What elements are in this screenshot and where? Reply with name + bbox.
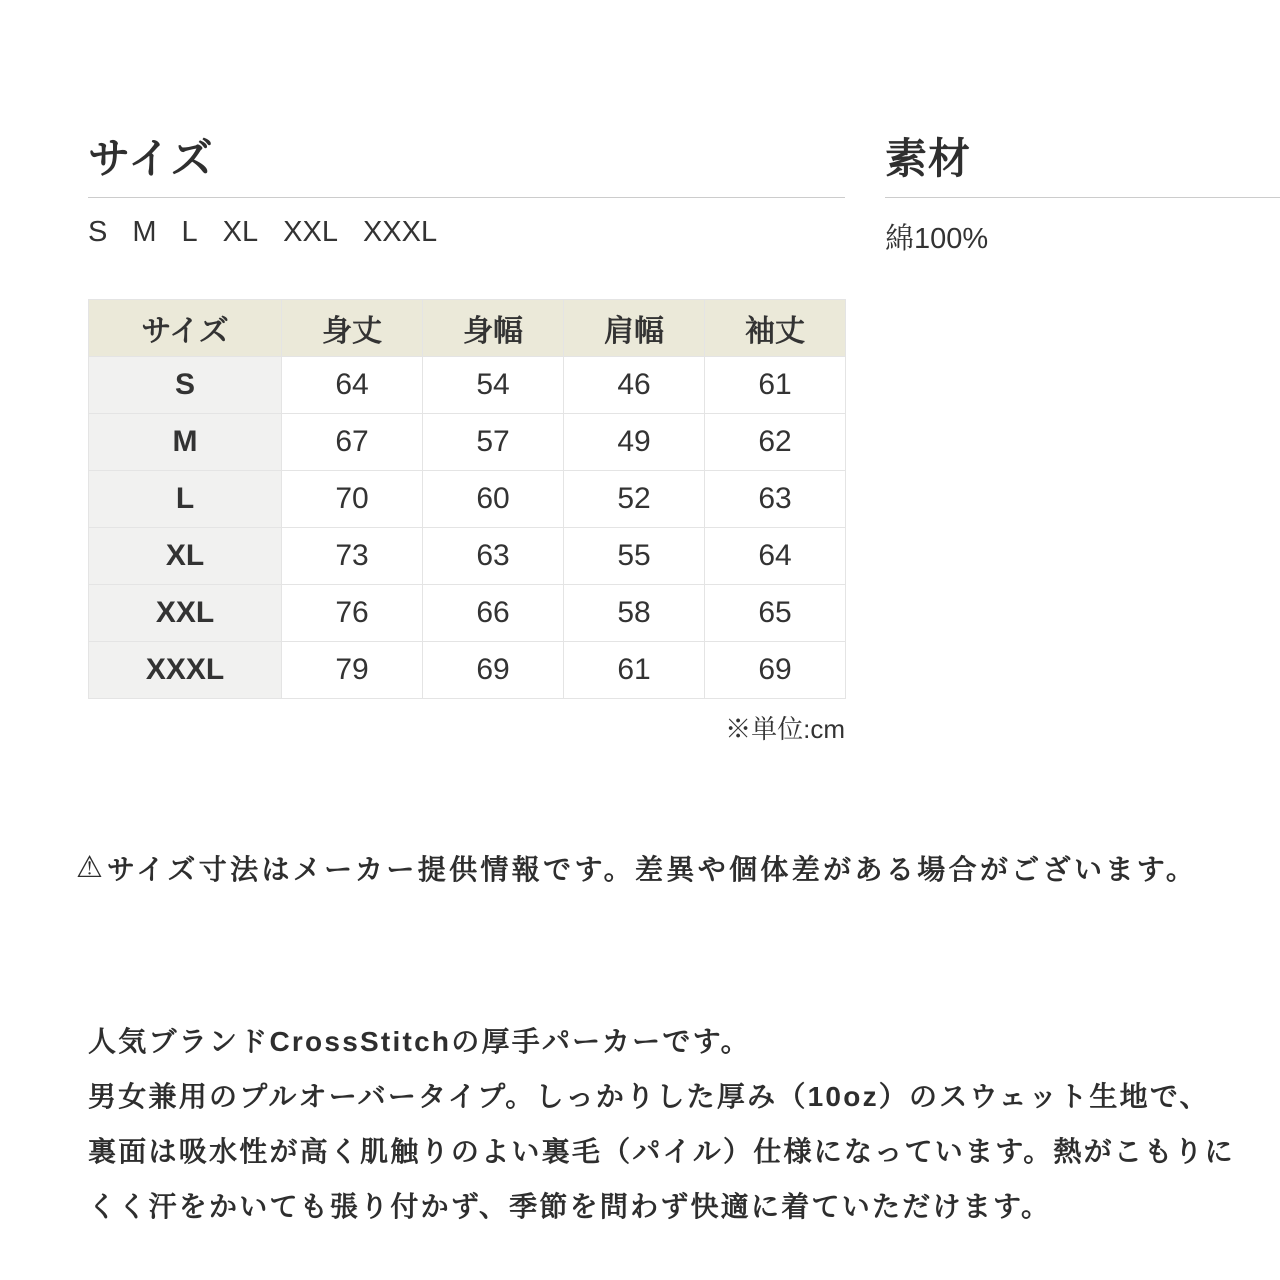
table-row [89,642,846,699]
material-value: 綿100% [885,223,989,256]
product-description-intro: 人気ブランドCrossStitchの厚手パーカーです。 [88,1025,751,1057]
size-disclaimer [76,848,1280,889]
cell-value: 61 [705,357,846,414]
warning-icon: ⚠ [76,851,103,885]
row-label: M [89,414,282,471]
table-row [89,585,846,642]
size-option-xxl: XXL [283,216,338,249]
cell-value: 46 [564,357,705,414]
size-option-xxxl: XXXL [362,216,438,249]
cell-value: 73 [282,528,423,585]
cell-value: 69 [705,642,846,699]
table-row [89,357,846,414]
cell-value: 60 [423,471,564,528]
material-section [885,135,1280,746]
product-description [88,1014,1236,1234]
unit-note: ※単位:cm [725,714,845,745]
size-option-s: S [88,216,108,249]
cell-value: 70 [282,471,423,528]
size-option-m: M [132,216,157,249]
size-section-title: サイズ [88,135,214,182]
table-row [89,414,846,471]
cell-value: 61 [564,642,705,699]
material-section-title: 素材 [885,135,972,182]
cell-value: 64 [705,528,846,585]
row-label: XXXL [89,642,282,699]
header-cell-sleeve-length: 袖丈 [705,300,846,357]
header-cell-body-width: 身幅 [423,300,564,357]
size-disclaimer-text: サイズ寸法はメーカー提供情報です。差異や個体差がある場合がございます。 [106,854,1198,886]
cell-value: 63 [705,471,846,528]
size-chart-header-row [89,300,846,357]
product-description-body: 男女兼用のプルオーバータイプ。しっかりした厚み（10oz）のスウェット生地で、裏面は吸水性が高く肌触りのよい裏毛（パイル）仕様になっています。熱がこもりにくく汗をかいても張り付かず、季節を問わず快適に着ていただけます。 [88,1080,1235,1222]
size-chart-table [88,299,846,699]
table-row [89,528,846,585]
header-cell-shoulder-width: 肩幅 [564,300,705,357]
cell-value: 69 [423,642,564,699]
cell-value: 57 [423,414,564,471]
cell-value: 62 [705,414,846,471]
material-section-divider [885,197,1280,198]
table-row [89,471,846,528]
row-label: XXL [89,585,282,642]
size-options-list [88,216,845,249]
size-section [88,135,845,746]
cell-value: 65 [705,585,846,642]
header-cell-size: サイズ [89,300,282,357]
cell-value: 55 [564,528,705,585]
cell-value: 64 [282,357,423,414]
cell-value: 58 [564,585,705,642]
cell-value: 54 [423,357,564,414]
size-option-l: L [181,216,198,249]
cell-value: 49 [564,414,705,471]
cell-value: 66 [423,585,564,642]
spec-columns [88,135,1280,746]
cell-value: 63 [423,528,564,585]
row-label: XL [89,528,282,585]
header-cell-body-length: 身丈 [282,300,423,357]
cell-value: 76 [282,585,423,642]
cell-value: 79 [282,642,423,699]
row-label: L [89,471,282,528]
cell-value: 67 [282,414,423,471]
size-section-divider [88,197,845,198]
cell-value: 52 [564,471,705,528]
row-label: S [89,357,282,414]
size-option-xl: XL [222,216,259,249]
